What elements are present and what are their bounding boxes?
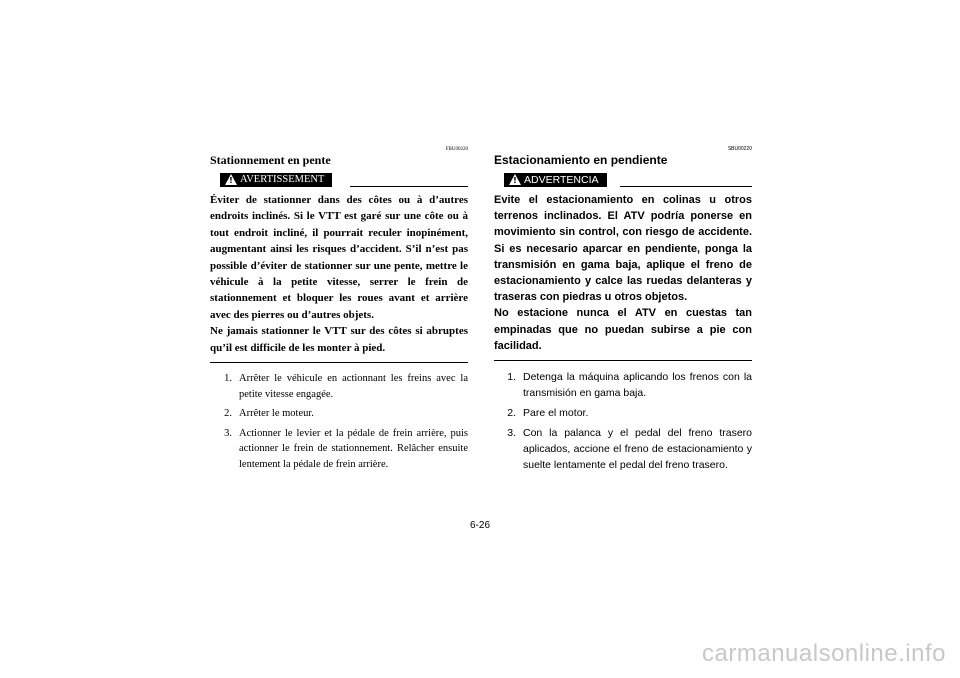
warning-paragraph: Éviter de stationner dans des côtes ou à d’autres endroits inclinés. Si le VTT est garé sur une côte ou à tout endroit incliné, il pourrait reculer inopinément, augmentant ainsi les risques d’accident. S’il n’est pas possible d’éviter de stationner sur une pente, mettre le véhicule à la petite vitesse, serrer le frein de stationnement et bloquer les roues avant et arrière avec des pierres ou d’autres objets. bbox=[210, 194, 468, 321]
warning-text bbox=[210, 192, 468, 356]
step-text: Pare el motor. bbox=[523, 407, 589, 420]
warning-header bbox=[494, 173, 752, 189]
list-item bbox=[494, 425, 752, 473]
step-text: Arrêter le véhicule en actionnant les freins avec la petite vitesse engagée. bbox=[239, 373, 468, 400]
step-text: Actionner le levier et la pédale de frein arrière, puis actionner le frein de stationnement. Relâcher ensuite lentement la pédale de frein arrière. bbox=[239, 427, 468, 470]
section-code: SBU00220 bbox=[727, 146, 752, 152]
step-number: 3. bbox=[224, 427, 232, 439]
exclamation-mark: ! bbox=[513, 176, 517, 185]
list-item bbox=[494, 405, 752, 421]
step-text: Con la palanca y el pedal del freno trasero aplicados, accione el freno de estacionamiento y suelte lentamente el pedal del freno trasero. bbox=[523, 427, 752, 472]
warning-end-rule bbox=[494, 360, 752, 361]
exclamation-mark: ! bbox=[229, 176, 233, 185]
step-number: 2. bbox=[224, 408, 232, 420]
warning-header-rule bbox=[350, 186, 468, 187]
warning-label: ADVERTENCIA bbox=[524, 174, 599, 186]
french-column bbox=[210, 146, 468, 476]
warning-label: AVERTISSEMENT bbox=[240, 174, 325, 185]
list-item bbox=[210, 371, 468, 402]
step-number: 2. bbox=[507, 407, 516, 420]
warning-paragraph: Ne jamais stationner le VTT sur des côtes si abruptes qu’il est difficile de les monter à pied. bbox=[210, 325, 468, 354]
warning-text bbox=[494, 192, 752, 354]
step-number: 1. bbox=[224, 373, 232, 385]
list-item bbox=[494, 369, 752, 401]
spanish-column bbox=[494, 146, 752, 477]
step-number: 1. bbox=[507, 371, 516, 384]
step-text: Detenga la máquina aplicando los frenos con la transmisión en gama baja. bbox=[523, 371, 752, 400]
section-heading: Stationnement en pente bbox=[210, 153, 331, 167]
warning-badge bbox=[220, 173, 332, 187]
section-code: FBU00220 bbox=[445, 147, 468, 152]
list-item bbox=[210, 426, 468, 473]
steps-list bbox=[494, 369, 752, 473]
warning-header-rule bbox=[620, 186, 752, 187]
steps-list bbox=[210, 371, 468, 472]
warning-end-rule bbox=[210, 362, 468, 363]
step-number: 3. bbox=[507, 427, 516, 440]
step-text: Arrêter le moteur. bbox=[239, 408, 314, 420]
watermark: carmanualsonline.info bbox=[702, 640, 946, 667]
warning-header bbox=[210, 173, 468, 189]
warning-paragraph: No estacione nunca el ATV en cuestas tan empinadas que no puedan subirse a pie con facilidad. bbox=[494, 307, 752, 352]
list-item bbox=[210, 406, 468, 422]
page-number: 6-26 bbox=[469, 520, 490, 531]
warning-badge bbox=[504, 173, 607, 187]
warning-paragraph: Evite el estacionamiento en colinas u otros terrenos inclinados. El ATV podría ponerse en movimiento sin control, con riesgo de accidente. Si es necesario aparcar en pendiente, ponga la transmisión en gama baja, aplique el freno de estacionamiento y calce las ruedas delanteras y traseras con piedras u otros objetos. bbox=[494, 194, 752, 304]
section-heading: Estacionamiento en pendiente bbox=[494, 153, 668, 167]
